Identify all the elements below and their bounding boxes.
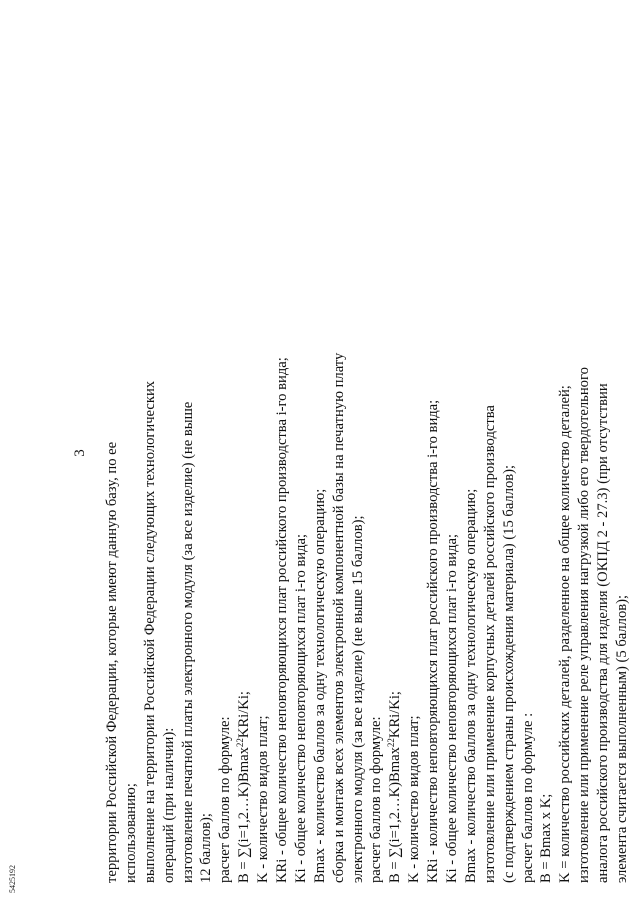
text-line: Ki - общее количество неповторяющихся плат i-го вида; [444, 533, 461, 883]
text-line: расчет баллов по формуле : [519, 712, 536, 883]
text-lines [103, 23, 632, 883]
text-line: K = количество российских деталей, разделенное на общее количество деталей; [557, 385, 574, 883]
text-line: KRi - общее количество неповторяющихся плат российского производства i-го вида; [274, 357, 291, 883]
text-line: использованию; [122, 783, 139, 883]
text-line: K - количество видов плат; [406, 715, 423, 883]
text-line: элемента считается выполненным) (5 баллов); [614, 594, 631, 883]
text-line: выполнение на территории Российской Федерации следующих технологических [141, 380, 158, 883]
text-line: KRi - количество неповторяющихся плат российского производства i-го вида; [425, 399, 442, 883]
text-line: электронного модуля (за все изделие) (не выше 15 баллов); [349, 515, 366, 883]
formula-superscript: 22 [386, 738, 397, 748]
formula-line: B = ∑(i=1,2…K)Bmax$^{22}$KRi/Ki; [235, 691, 253, 883]
text-line: аналога российского производства для изделия (ОКПД 2 - 27.3) (при отсутствии [595, 383, 612, 883]
text-line: B = Bmax x K; [538, 793, 555, 883]
page-number: 3 [72, 449, 88, 457]
text-line: расчет баллов по формуле: [368, 716, 385, 883]
document-id [8, 861, 48, 901]
text-line: операций (при наличии): [160, 727, 177, 883]
text-line: изготовление или применение реле управления нагрузкой либо его твердотельного [576, 367, 593, 883]
text-line: территории Российской Федерации, которые имеют данную базу, по ее [104, 441, 120, 883]
document-id-text: 5425192 [8, 865, 17, 893]
rotated-text-block [60, 23, 631, 883]
text-line: 12 баллов); [198, 813, 215, 883]
text-line: изготовление печатной платы электронного модуля (за все изделие) (не выше [179, 401, 196, 883]
text-line: изготовление или применение корпусных деталей российского производства [481, 405, 498, 883]
formula-line: B = ∑(i=1,2…K)Bmax$^{22}$KRi/Ki; [386, 691, 404, 883]
text-line: (с подтверждением страны происхождения материала) (15 баллов); [500, 464, 517, 883]
formula-superscript: 22 [235, 738, 246, 748]
text-line: Bmax - количество баллов за одну технологическую операцию; [311, 488, 328, 883]
text-line: расчет баллов по формуле: [217, 716, 234, 883]
text-line: K - количество видов плат; [255, 715, 272, 883]
text-line: Bmax - количество баллов за одну технологическую операцию; [462, 488, 479, 883]
text-line: Ki - общее количество неповторяющихся плат i-го вида; [292, 533, 309, 883]
text-line: сборка и монтаж всех элементов электронной компонентной базы на печатную плату [330, 352, 347, 883]
